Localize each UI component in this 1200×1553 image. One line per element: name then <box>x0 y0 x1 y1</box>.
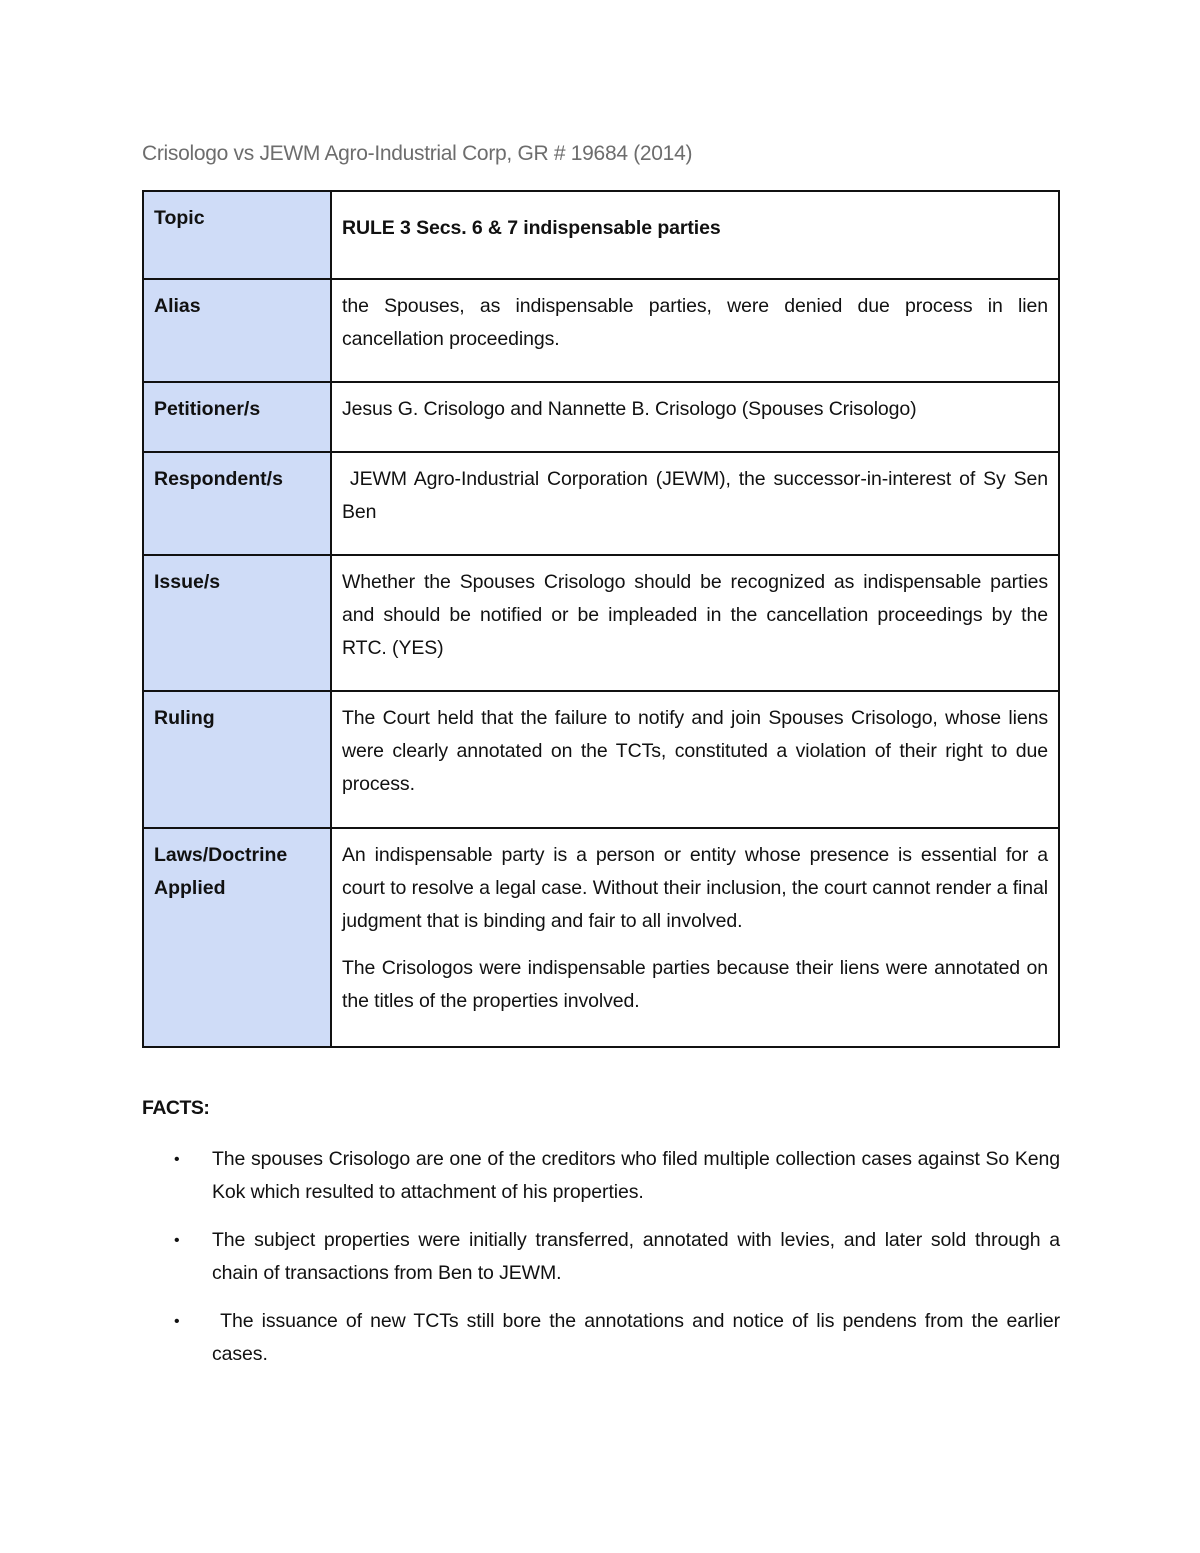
list-item <box>142 1224 1060 1290</box>
doctrine-paragraph: The Crisologos were indispensable parties because their liens were annotated on the titles of the properties involved. <box>342 957 1048 1012</box>
row-value-petitioners: Jesus G. Crisologo and Nannette B. Crisologo (Spouses Crisologo) <box>331 382 1059 452</box>
fact-text: The issuance of new TCTs still bore the annotations and notice of lis pendens from the earlier cases. <box>212 1310 1066 1365</box>
row-label-issues: Issue/s <box>143 555 331 691</box>
list-item <box>142 1305 1066 1371</box>
facts-list <box>142 1143 1066 1386</box>
table-row-topic <box>143 191 1059 279</box>
page-title: Crisologo vs JEWM Agro-Industrial Corp, GR # 19684 (2014) <box>142 142 693 165</box>
row-value-issues: Whether the Spouses Crisologo should be recognized as indispensable parties and should be notified or be impleaded in the cancellation proceedings by the RTC. (YES) <box>331 555 1059 691</box>
table-row-respondents <box>143 452 1059 555</box>
list-item <box>142 1143 1060 1209</box>
table-row-ruling <box>143 691 1059 828</box>
row-label-laws-doctrine: Laws/Doctrine Applied <box>143 828 331 1047</box>
table-row-laws-doctrine <box>143 828 1059 1047</box>
table-row-issues <box>143 555 1059 691</box>
row-value-laws-doctrine <box>331 828 1059 1047</box>
case-digest-table <box>142 190 1060 1048</box>
row-label-alias: Alias <box>143 279 331 382</box>
row-value-ruling: The Court held that the failure to notify and join Spouses Crisologo, whose liens were clearly annotated on the TCTs, constituted a violation of their right to due process. <box>331 691 1059 828</box>
doctrine-paragraph: An indispensable party is a person or entity whose presence is essential for a court to resolve a legal case. Without their inclusion, the court cannot render a final judgment that is binding and fair to all involved. <box>342 844 1048 932</box>
facts-heading: FACTS: <box>142 1097 210 1119</box>
row-label-petitioners: Petitioner/s <box>143 382 331 452</box>
row-label-respondents: Respondent/s <box>143 452 331 555</box>
bullet-icon: • <box>174 1313 180 1330</box>
bullet-icon: • <box>174 1151 180 1168</box>
fact-text: The spouses Crisologo are one of the creditors who filed multiple collection cases against So Keng Kok which resulted to attachment of his properties. <box>212 1148 1060 1203</box>
bullet-icon: • <box>174 1232 180 1249</box>
row-label-ruling: Ruling <box>143 691 331 828</box>
row-label-topic: Topic <box>143 191 331 279</box>
table-row-petitioners <box>143 382 1059 452</box>
table-row-alias <box>143 279 1059 382</box>
row-value-topic: RULE 3 Secs. 6 & 7 indispensable parties <box>331 191 1059 279</box>
fact-text: The subject properties were initially transferred, annotated with levies, and later sold through a chain of transactions from Ben to JEWM. <box>212 1229 1060 1284</box>
row-value-respondents: JEWM Agro-Industrial Corporation (JEWM), the successor-in-interest of Sy Sen Ben <box>331 452 1059 555</box>
row-value-alias: the Spouses, as indispensable parties, were denied due process in lien cancellation proceedings. <box>331 279 1059 382</box>
